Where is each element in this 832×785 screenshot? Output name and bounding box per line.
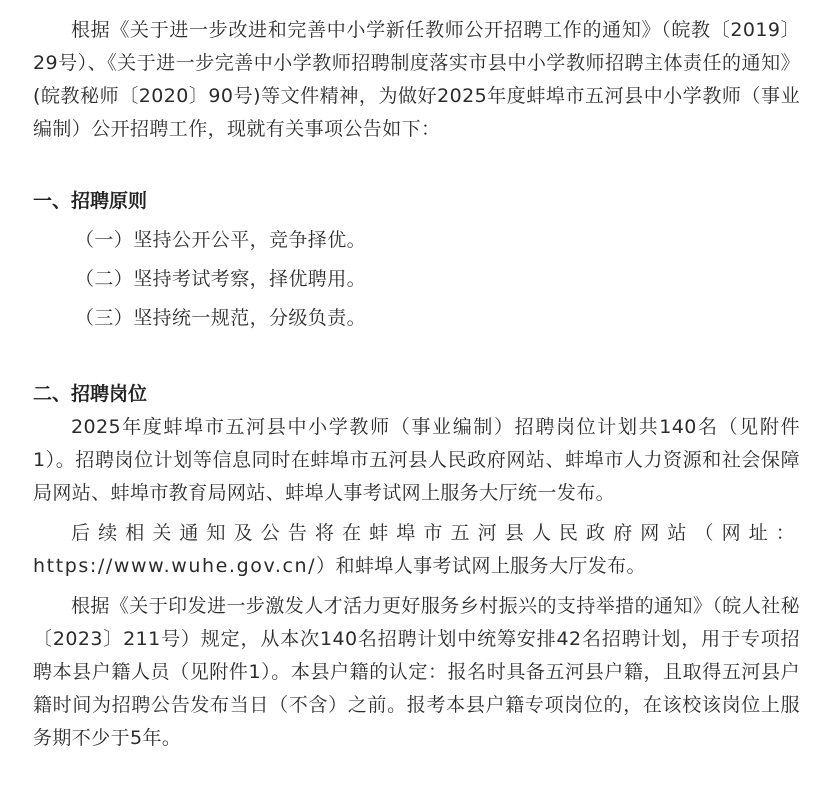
- notice-prefix: 后续相关通知及公告将在蚌埠市五河县人民政府网站（网址：: [71, 522, 800, 544]
- notice-paragraph: [33, 517, 800, 583]
- spacer: [33, 510, 800, 517]
- spacer: [33, 583, 800, 590]
- website-url-link[interactable]: https://www.wuhe.gov.cn/: [33, 555, 317, 577]
- section-1-heading: 一、招聘原则: [33, 190, 148, 212]
- spacer: [33, 335, 800, 378]
- principle-item-2: （二）坚持考试考察，择优聘用。: [75, 268, 367, 290]
- principle-item-3: （三）坚持统一规范，分级负责。: [75, 307, 367, 329]
- local-household-paragraph: 根据《关于印发进一步激发人才活力更好服务乡村振兴的支持举措的通知》（皖人社秘〔2023〕211号）规定，从本次140名招聘计划中统筹安排42名招聘计划，用于专项招聘本县户籍人员（见附件1）。本县户籍的认定：报名时具备五河县户籍，且取得五河县户籍时间为招聘公告发布当日（不含）之前。报考本县户籍专项岗位的，在该校该岗位上服务期不少于5年。: [33, 595, 800, 749]
- principle-item-1: （一）坚持公开公平，竞争择优。: [75, 229, 367, 251]
- spacer: [33, 146, 800, 185]
- notice-suffix: ）和蚌埠人事考试网上服务大厅发布。: [316, 555, 646, 577]
- positions-paragraph: 2025年度蚌埠市五河县中小学教师（事业编制）招聘岗位计划共140名（见附件1）。招聘岗位计划等信息同时在蚌埠市五河县人民政府网站、蚌埠市人力资源和社会保障局网站、蚌埠市教育局网站、蚌埠人事考试网上服务大厅统一发布。: [33, 416, 800, 504]
- intro-paragraph: 根据《关于进一步改进和完善中小学新任教师公开招聘工作的通知》（皖教〔2019〕29号）、《关于进一步完善中小学教师招聘制度落实市县中小学教师招聘主体责任的通知》(皖教秘师〔2020〕90号)等文件精神，为做好2025年度蚌埠市五河县中小学教师（事业编制）公开招聘工作，现就有关事项公告如下：: [33, 19, 800, 140]
- section-2-heading: 二、招聘岗位: [33, 383, 148, 405]
